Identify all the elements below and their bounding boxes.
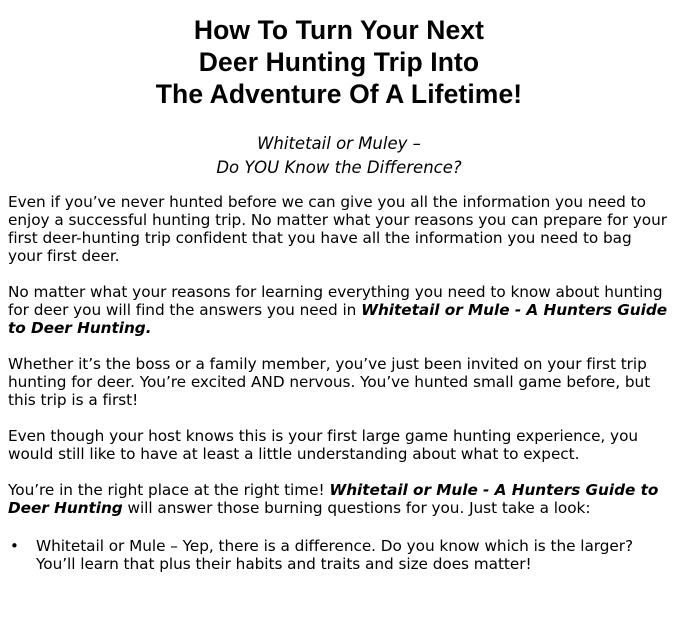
list-item [8,537,670,573]
guide-title: Whitetail or Mule - A Hunters Guide to Deer Hunting. [8,301,668,337]
guide-title-inline: Whitetail or Mule - A Hunters Guide to Deer Hunting [8,481,659,517]
headline-line-2: Deer Hunting Trip Into [198,47,480,77]
paragraph-right-place-tail: will answer those burning questions for you. Just take a look: [122,499,591,517]
list-item-text: Whitetail or Mule – Yep, there is a difference. Do you know which is the larger? You’ll learn that plus their habits and traits and size does matter! [36,537,634,573]
document-page [8,14,670,573]
paragraph-right-place-lead: You’re in the right place at the right time! [8,481,330,499]
subheadline-line-1: Whitetail or Muley – [257,134,421,153]
headline [8,14,670,110]
headline-line-3: The Adventure Of A Lifetime! [155,79,523,109]
subheadline [8,132,670,180]
paragraph-intro: Even if you’ve never hunted before we can give you all the information you need to enjoy a successful hunting trip. No matter what your reasons you can prepare for your first deer-hunting trip confident that you have all the information you need to bag your first deer. [8,193,667,265]
paragraph-reasons-text: No matter what your reasons for learning everything you need to know about hunting for deer you will find the answers you need in [8,283,663,319]
headline-line-1: How To Turn Your Next [193,15,485,45]
subheadline-line-2: Do YOU Know the Difference? [216,158,462,177]
bullet-list [8,537,670,573]
paragraph-right-place [8,481,670,517]
paragraph-reasons [8,283,670,337]
bullet-icon: • [10,537,19,555]
paragraph-host: Even though your host knows this is your first large game hunting experience, you would still like to have at least a little understanding about what to expect. [8,427,639,463]
paragraph-invite: Whether it’s the boss or a family member, you’ve just been invited on your first trip hunting for deer. You’re excited AND nervous. You’ve hunted small game before, but this trip is a first! [8,355,651,409]
